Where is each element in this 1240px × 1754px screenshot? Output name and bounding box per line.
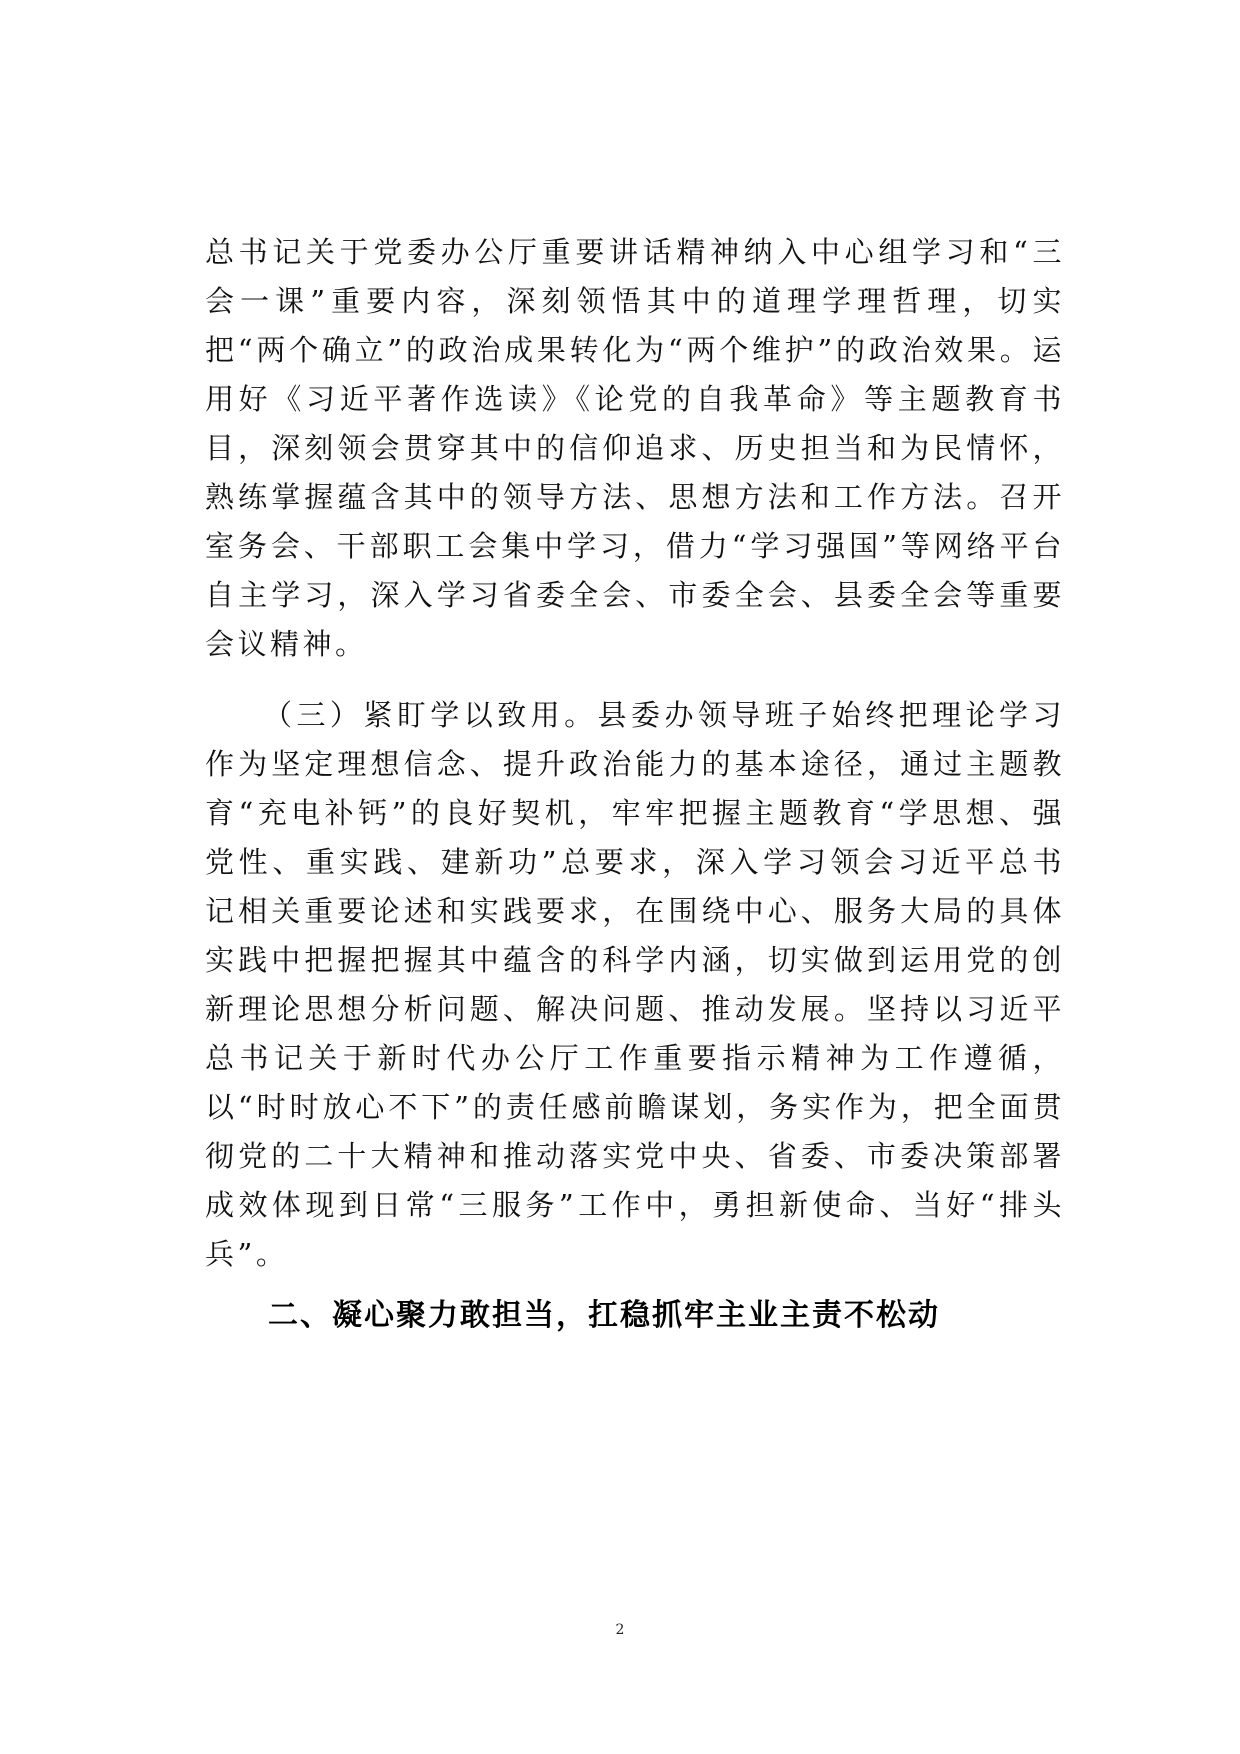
section-heading: 二、凝心聚力敢担当，扛稳抓牢主业主责不松动 — [268, 1298, 940, 1333]
document-body — [205, 228, 1065, 1279]
page-number: 2 — [615, 1622, 625, 1638]
paragraph-2: （三）紧盯学以致用。县委办领导班子始终把理论学习作为坚定理想信念、提升政治能力的基本途径，通过主题教育“充电补钙”的良好契机，牢牢把握主题教育“学思想、强党性、重实践、建新功”总要求，深入学习领会习近平总书记相关重要论述和实践要求，在围绕中心、服务大局的具体实践中把握把握其中蕴含的科学内涵，切实做到运用党的创新理论思想分析问题、解决问题、推动发展。坚持以习近平总书记关于新时代办公厅工作重要指示精神为工作遵循，以“时时放心不下”的责任感前瞻谋划，务实作为，把全面贯彻党的二十大精神和推动落实党中央、省委、市委决策部署成效体现到日常“三服务”工作中，勇担新使命、当好“排头兵”。 — [205, 698, 1065, 1271]
paragraph-1: 总书记关于党委办公厅重要讲话精神纳入中心组学习和“三会一课”重要内容，深刻领悟其中的道理学理哲理，切实把“两个确立”的政治成果转化为“两个维护”的政治效果。运用好《习近平著作选读》《论党的自我革命》等主题教育书目，深刻领会贯穿其中的信仰追求、历史担当和为民情怀，熟练掌握蕴含其中的领导方法、思想方法和工作方法。召开室务会、干部职工会集中学习，借力“学习强国”等网络平台自主学习，深入学习省委全会、市委全会、县委全会等重要会议精神。 — [205, 235, 1065, 661]
